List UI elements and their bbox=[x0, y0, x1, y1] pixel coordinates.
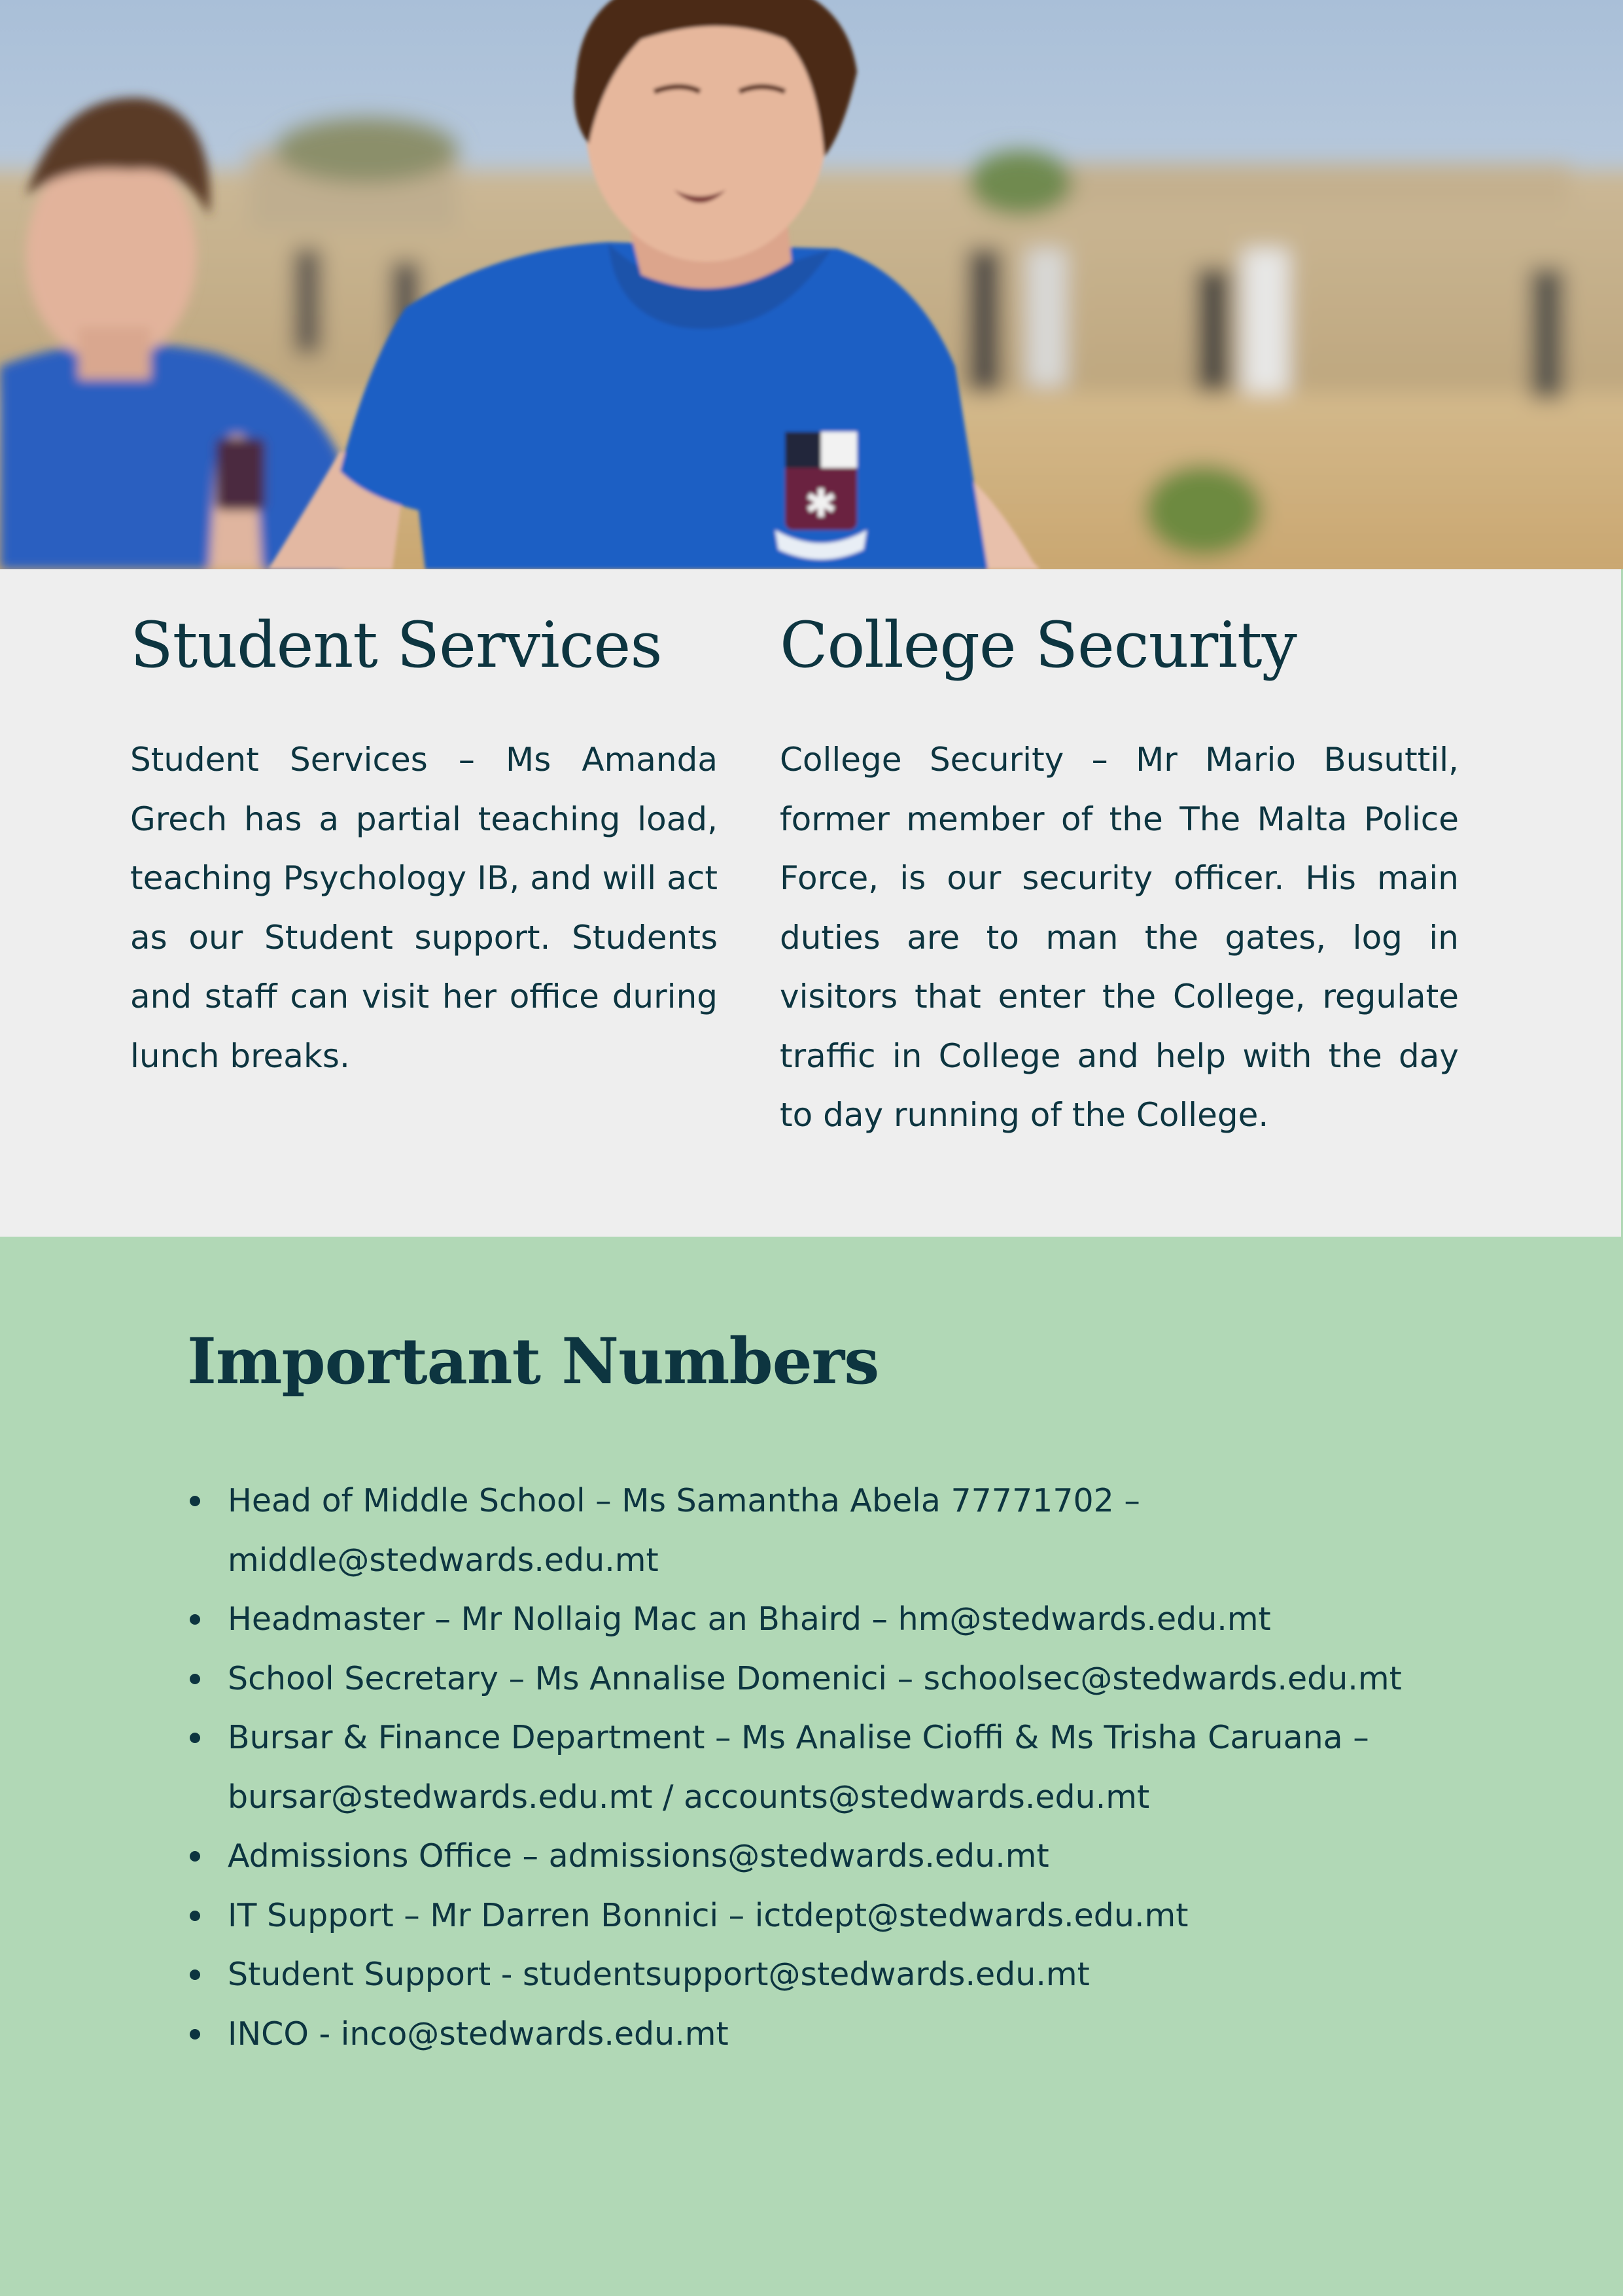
student-services-heading: Student Services bbox=[130, 609, 662, 682]
list-item bbox=[228, 2005, 1503, 2064]
staff-info-section bbox=[0, 569, 1621, 1237]
hero-photo bbox=[0, 0, 1623, 569]
list-item-text: School Secretary – Ms Annalise Domenici – schoolsec@stedwards.edu.mt bbox=[228, 1659, 1402, 1697]
list-item-text: INCO - inco@stedwards.edu.mt bbox=[228, 2015, 729, 2053]
college-security-body: College Security – Mr Mario Busuttil, former member of the The Malta Police Force, is our security officer. His main duties are to man the gates, log in visitors that enter the College, regulate traffic in College and help with the day to day running of the College. bbox=[780, 741, 1459, 1134]
important-numbers-list bbox=[228, 1472, 1503, 2064]
bullet-icon bbox=[190, 1911, 200, 1921]
bullet-icon bbox=[190, 1733, 200, 1743]
list-item bbox=[228, 1650, 1503, 1709]
list-item-text: Student Support - studentsupport@stedwards.edu.mt bbox=[228, 1956, 1090, 1993]
list-item bbox=[228, 1827, 1503, 1886]
list-item bbox=[228, 1472, 1503, 1590]
bullet-icon bbox=[190, 1674, 200, 1684]
svg-text:✱: ✱ bbox=[804, 481, 838, 527]
list-item-text: IT Support – Mr Darren Bonnici – ictdept@stedwards.edu.mt bbox=[228, 1896, 1189, 1934]
important-numbers-heading: Important Numbers bbox=[187, 1324, 879, 1398]
list-item bbox=[228, 1945, 1503, 2005]
list-item bbox=[228, 1590, 1503, 1650]
bullet-icon bbox=[190, 1851, 200, 1862]
list-item bbox=[228, 1708, 1503, 1827]
college-security-heading: College Security bbox=[780, 609, 1297, 682]
list-item bbox=[228, 1886, 1503, 1946]
list-item-text: Bursar & Finance Department – Ms Analise Cioffi & Ms Trisha Caruana – bursar@stedwards.edu.mt / accounts@stedwards.edu.mt bbox=[228, 1719, 1369, 1816]
bullet-icon bbox=[190, 2029, 200, 2040]
list-item-text: Headmaster – Mr Nollaig Mac an Bhaird – hm@stedwards.edu.mt bbox=[228, 1600, 1271, 1638]
list-item-text: Head of Middle School – Ms Samantha Abela 77771702 – middle@stedwards.edu.mt bbox=[228, 1482, 1140, 1579]
students-running-image bbox=[0, 0, 1623, 569]
bullet-icon bbox=[190, 1614, 200, 1625]
list-item-text: Admissions Office – admissions@stedwards.edu.mt bbox=[228, 1837, 1049, 1875]
student-services-body: Student Services – Ms Amanda Grech has a partial teaching load, teaching Psychology IB, and will act as our Student support. Students and staff can visit her office during lunch breaks. bbox=[130, 741, 718, 1075]
bullet-icon bbox=[190, 1496, 200, 1506]
bullet-icon bbox=[190, 1969, 200, 1980]
important-numbers-section bbox=[0, 1237, 1623, 2296]
